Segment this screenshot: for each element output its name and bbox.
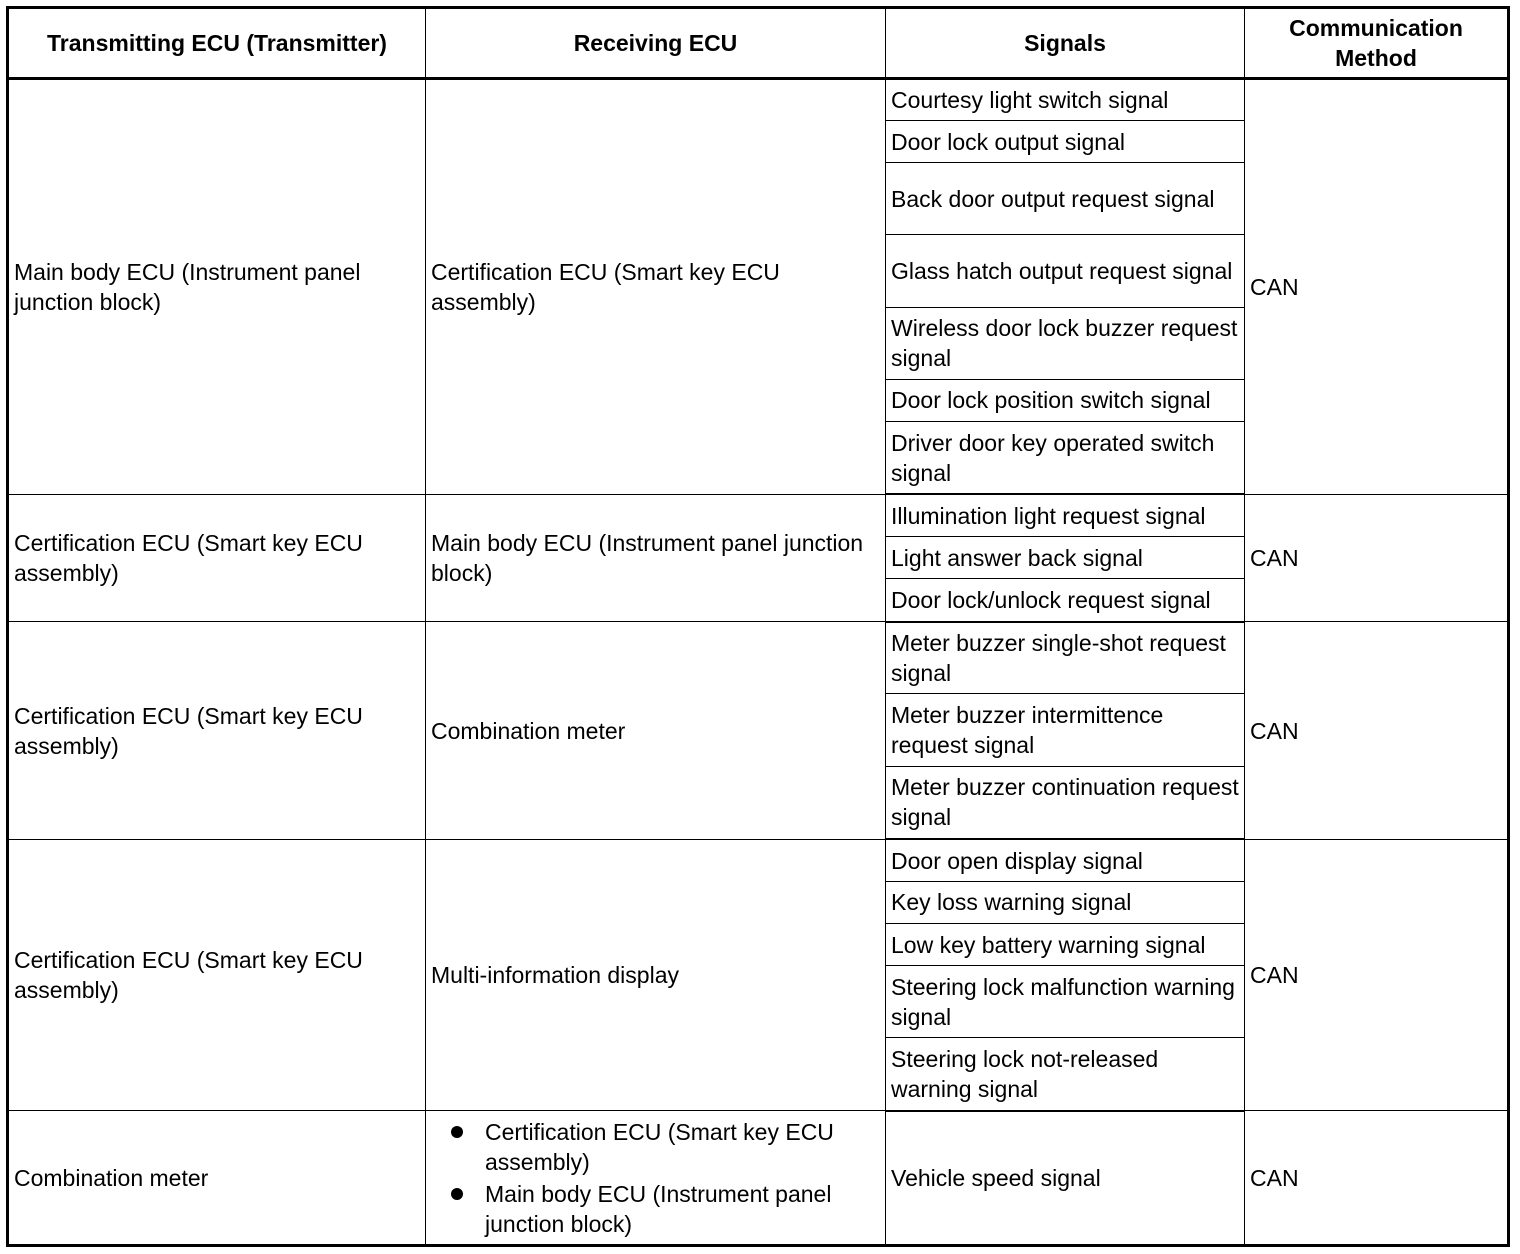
receiver-list-item <box>451 1179 880 1239</box>
transmitter-cell: Certification ECU (Smart key ECU assembly) <box>8 494 426 621</box>
receiver-cell: Multi-information display <box>426 839 886 1111</box>
signal-cell: Glass hatch output request signal <box>886 235 1245 307</box>
receiver-list-item <box>451 1117 880 1177</box>
header-method: Communication Method <box>1245 8 1509 79</box>
receiver-cell: Combination meter <box>426 622 886 840</box>
signal-cell: Driver door key operated switch signal <box>886 421 1245 494</box>
method-cell: CAN <box>1245 1111 1509 1246</box>
bullet-icon <box>451 1126 463 1138</box>
signal-cell: Steering lock malfunction warning signal <box>886 966 1245 1038</box>
header-row <box>8 8 1509 79</box>
table-row <box>8 1111 1509 1246</box>
transmitter-cell: Certification ECU (Smart key ECU assembly) <box>8 622 426 840</box>
table-row <box>8 79 1509 121</box>
signal-cell: Meter buzzer continuation request signal <box>886 766 1245 839</box>
signal-cell: Courtesy light switch signal <box>886 79 1245 121</box>
signal-cell: Door lock position switch signal <box>886 379 1245 421</box>
ecu-communication-table <box>6 6 1510 1247</box>
receiver-list-text: Certification ECU (Smart key ECU assembly) <box>485 1118 834 1175</box>
receiver-cell: Certification ECU (Smart key ECU assembly) <box>426 79 886 495</box>
header-transmitting: Transmitting ECU (Transmitter) <box>8 8 426 79</box>
signal-cell: Door lock/unlock request signal <box>886 579 1245 622</box>
signal-cell: Illumination light request signal <box>886 494 1245 536</box>
signal-cell: Steering lock not-released warning signal <box>886 1038 1245 1111</box>
table-row <box>8 839 1509 881</box>
method-cell: CAN <box>1245 622 1509 840</box>
receiver-cell: Main body ECU (Instrument panel junction block) <box>426 494 886 621</box>
receiver-list-text: Main body ECU (Instrument panel junction block) <box>485 1180 832 1237</box>
transmitter-cell: Main body ECU (Instrument panel junction block) <box>8 79 426 495</box>
transmitter-cell: Certification ECU (Smart key ECU assembly) <box>8 839 426 1111</box>
signal-cell: Door open display signal <box>886 839 1245 881</box>
signal-cell: Back door output request signal <box>886 163 1245 235</box>
signal-cell: Wireless door lock buzzer request signal <box>886 307 1245 379</box>
signal-cell: Vehicle speed signal <box>886 1111 1245 1246</box>
receiver-cell <box>426 1111 886 1246</box>
signal-cell: Low key battery warning signal <box>886 924 1245 966</box>
signal-cell: Meter buzzer intermittence request signal <box>886 694 1245 766</box>
method-cell: CAN <box>1245 494 1509 621</box>
method-cell: CAN <box>1245 839 1509 1111</box>
transmitter-cell: Combination meter <box>8 1111 426 1246</box>
header-receiving: Receiving ECU <box>426 8 886 79</box>
receiver-list <box>431 1117 880 1239</box>
signal-cell: Meter buzzer single-shot request signal <box>886 622 1245 694</box>
signal-cell: Key loss warning signal <box>886 881 1245 923</box>
table-row <box>8 494 1509 536</box>
method-cell: CAN <box>1245 79 1509 495</box>
bullet-icon <box>451 1188 463 1200</box>
signal-cell: Light answer back signal <box>886 537 1245 579</box>
header-signals: Signals <box>886 8 1245 79</box>
signal-cell: Door lock output signal <box>886 121 1245 163</box>
table-row <box>8 622 1509 694</box>
